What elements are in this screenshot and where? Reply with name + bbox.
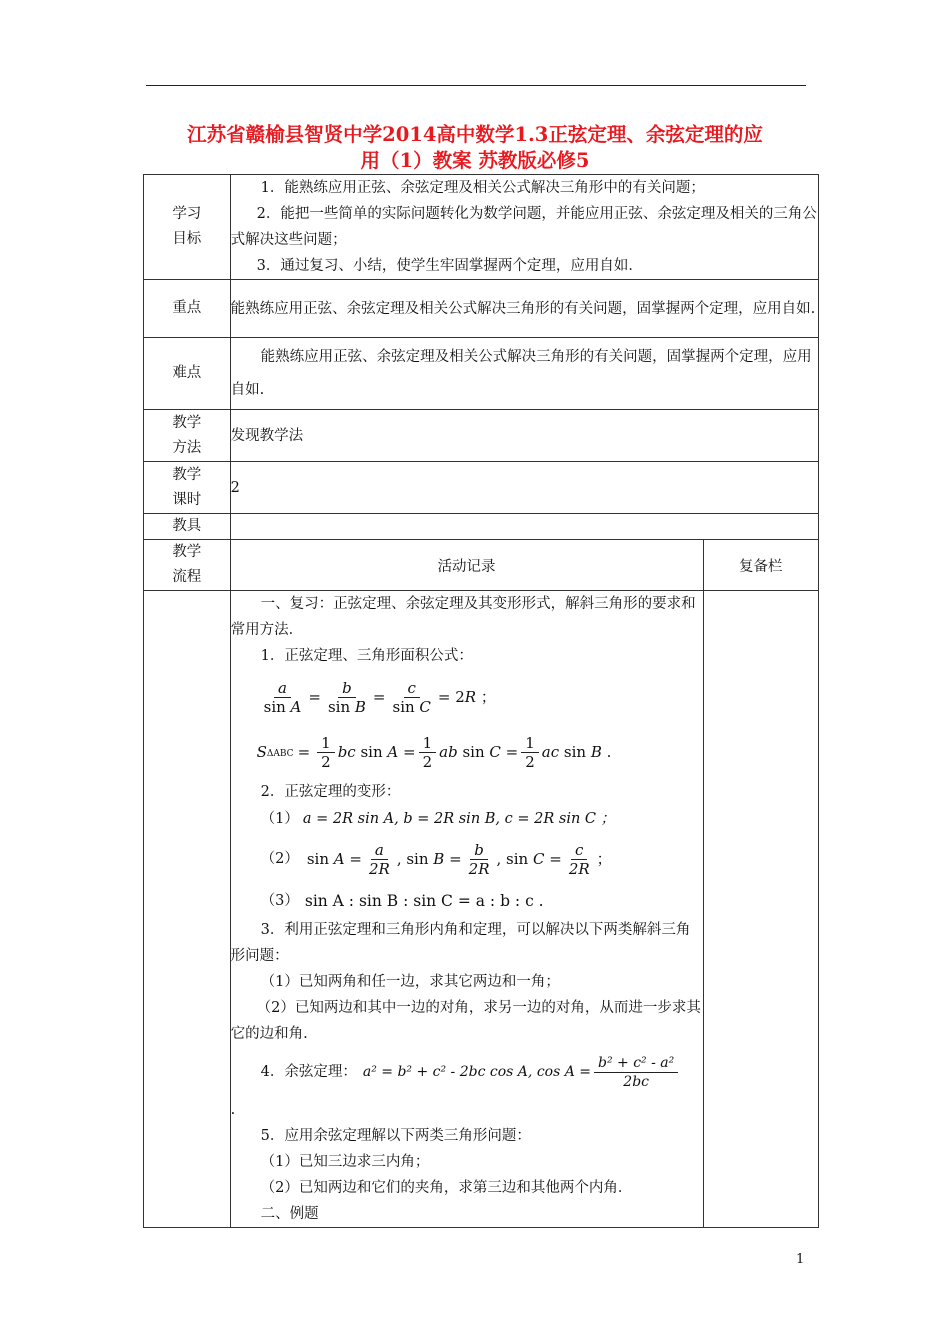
sine-law-formula: $\frac{a}{\text{sin A}}$ = $\frac{b}{\text{sin B}}$ = $\frac{c}{\text{sin C}}$ = 2R ； <box>231 669 703 725</box>
label-flow-1: 教学 <box>172 544 202 560</box>
variant-3 <box>231 885 703 917</box>
row-objectives <box>144 175 819 280</box>
frac-c: $\frac{c}{\text{sin C}}$ <box>392 678 431 716</box>
activity-header: 活动记录 <box>230 540 703 591</box>
item5a: （1）已知三边求三内角； <box>260 1154 430 1170</box>
review-text: 一、复习：正弦定理、余弦定理及其变形形式，解斜三角形的要求和常用方法． <box>230 596 696 638</box>
variant-2-label: （2） <box>260 851 299 867</box>
label-objectives-1: 学习 <box>172 206 202 222</box>
item3b: （2）已知两边和其中一边的对角，求另一边的对角，从而进一步求其它的边和角. <box>230 1000 701 1042</box>
difficulty-content <box>230 338 818 410</box>
objective-2: 2．能把一些简单的实际问题转化为数学问题，并能应用正弦、余弦定理及相关的三角公式解决这些问题； <box>230 206 817 248</box>
item2: 2．正弦定理的变形： <box>260 784 401 800</box>
hours-content: 2 <box>230 462 818 514</box>
label-tools: 教具 <box>144 514 231 540</box>
frac-half-2: $\frac{1}{2}$ <box>419 734 437 771</box>
doc-title-line1: 江苏省赣榆县智贤中学2014高中数学1.3正弦定理、余弦定理的应 <box>187 123 763 146</box>
label-hours-1: 教学 <box>172 466 202 483</box>
variant-1 <box>231 805 703 833</box>
cosine-frac <box>594 1054 678 1091</box>
notes-header: 复备栏 <box>703 540 818 591</box>
item4-label: 4．余弦定理： <box>260 1064 357 1080</box>
cosine-numerator: b² + c² - a² <box>594 1054 678 1073</box>
label-difficulty: 难点 <box>144 338 231 410</box>
row-difficulty <box>144 338 819 410</box>
frac-a: $\frac{a}{\text{sin A}}$ <box>263 678 302 716</box>
key-content: 能熟练应用正弦、余弦定理及相关公式解决三角形的有关问题，固掌握两个定理，应用自如. <box>230 280 818 338</box>
frac-b: $\frac{b}{\text{sin B}}$ <box>327 678 366 716</box>
label-method-2: 方法 <box>172 439 202 456</box>
flow-body-content <box>230 591 703 1228</box>
row-key <box>144 280 819 338</box>
page-number: 1 <box>796 1252 805 1267</box>
objectives-content <box>230 175 818 280</box>
header-rule <box>146 85 806 86</box>
label-method-1: 教学 <box>172 414 202 431</box>
label-objectives-2: 目标 <box>172 231 202 247</box>
label-hours-2: 课时 <box>172 491 202 508</box>
objective-3: 3．通过复习、小结，使学生牢固掌握两个定理，应用自如． <box>256 258 643 274</box>
frac-c-2R: $\frac{c}{2R}$ <box>568 840 590 878</box>
frac-b-2R: $\frac{b}{2R}$ <box>468 840 490 878</box>
lesson-table <box>143 174 819 1228</box>
objective-1: 1．能熟练应用正弦、余弦定理及相关公式解决三角形中的有关问题； <box>260 180 705 196</box>
item3a: （1）已知两角和任一边，求其它两边和一角； <box>260 974 560 990</box>
cosine-law <box>231 1047 703 1097</box>
item3: 3．利用正弦定理和三角形内角和定理，可以解决以下两类解斜三角形问题： <box>230 922 691 964</box>
label-key: 重点 <box>144 280 231 338</box>
method-content: 发现教学法 <box>230 410 818 462</box>
row-tools <box>144 514 819 540</box>
label-hours <box>144 462 231 514</box>
item1: 1．正弦定理、三角形面积公式： <box>260 648 473 664</box>
row-flow-header <box>144 540 819 591</box>
frac-half-3: $\frac{1}{2}$ <box>521 734 539 771</box>
row-method <box>144 410 819 462</box>
variant-3-label: （3） <box>260 893 299 909</box>
frac-half-1: $\frac{1}{2}$ <box>317 734 335 771</box>
flow-body-notes <box>703 591 818 1228</box>
section2: 二、例题 <box>260 1206 319 1222</box>
variant-3-formula: sin A : sin B : sin C = a : b : c . <box>304 892 544 910</box>
row-hours <box>144 462 819 514</box>
label-method <box>144 410 231 462</box>
difficulty-text: 能熟练应用正弦、余弦定理及相关公式解决三角形的有关问题，固掌握两个定理，应用自如. <box>230 348 812 398</box>
tools-content <box>230 514 818 540</box>
cosine-formula: a² = b² + c² - 2bc cos A, cos A = <box>362 1064 592 1080</box>
label-flow <box>144 540 231 591</box>
label-objectives <box>144 175 231 280</box>
area-formula: S ΔABC = $\frac{1}{2}$ bc sin A = $\frac{1}{2}$ ab sin C = $\frac{1}{2}$ ac sin B . <box>256 733 612 771</box>
row-flow-body <box>144 591 819 1228</box>
variant-1-label: （1） <box>260 811 299 827</box>
variant-1-formula: a = 2R sin A, b = 2R sin B, c = 2R sin C ； <box>302 811 616 827</box>
doc-title-line2: 用（1）教案 苏教版必修5 <box>360 149 590 172</box>
label-flow-2: 流程 <box>172 569 202 585</box>
cosine-denominator: 2bc <box>623 1073 649 1090</box>
frac-a-2R: $\frac{a}{2R}$ <box>368 840 390 878</box>
variant-2: （2） sin A = $\frac{a}{2R}$ , sin B = $\frac{b}{2R}$ , sin C = $\frac{c}{2R}$ ； <box>260 840 612 878</box>
item5: 5．应用余弦定理解以下两类三角形问题： <box>260 1128 531 1144</box>
item5b: （2）已知两边和它们的夹角，求第三边和其他两个内角． <box>260 1180 633 1196</box>
item4-end: . <box>230 1102 236 1118</box>
flow-body-label <box>144 591 231 1228</box>
